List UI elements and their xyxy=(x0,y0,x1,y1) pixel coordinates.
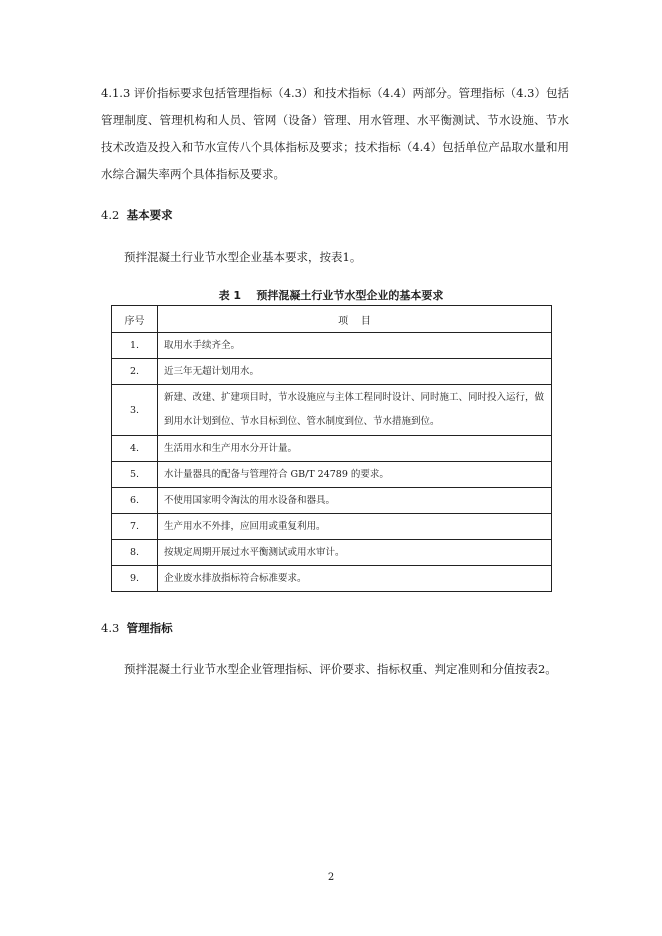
section-4-3-number: 4.3 xyxy=(101,621,120,635)
table-row xyxy=(112,540,552,566)
row-number: 2. xyxy=(112,359,158,385)
header-no: 序号 xyxy=(112,306,158,333)
section-4-2-heading xyxy=(101,207,173,223)
row-item: 新建、改建、扩建项目时，节水设施应与主体工程同时设计、同时施工、同时投入运行，做到用水计划到位、节水目标到位、管水制度到位、节水措施到位。 xyxy=(158,385,552,436)
section-4-2-number: 4.2 xyxy=(101,208,120,222)
section-4-3-heading xyxy=(101,620,173,636)
table-header-row xyxy=(112,306,552,333)
table-row xyxy=(112,359,552,385)
table-row xyxy=(112,436,552,462)
table-row xyxy=(112,385,552,436)
row-number: 7. xyxy=(112,514,158,540)
row-item: 近三年无超计划用水。 xyxy=(158,359,552,385)
row-number: 9. xyxy=(112,566,158,592)
row-item: 生活用水和生产用水分开计量。 xyxy=(158,436,552,462)
header-item: 项 目 xyxy=(158,306,552,333)
row-number: 6. xyxy=(112,488,158,514)
row-number: 3. xyxy=(112,385,158,436)
row-item: 企业废水排放指标符合标准要求。 xyxy=(158,566,552,592)
row-number: 5. xyxy=(112,462,158,488)
table-row xyxy=(112,514,552,540)
table-row xyxy=(112,566,552,592)
page-number: 2 xyxy=(327,872,335,883)
row-item: 不使用国家明令淘汰的用水设备和器具。 xyxy=(158,488,552,514)
row-number: 8. xyxy=(112,540,158,566)
intro-paragraph: 4.1.3 评价指标要求包括管理指标（4.3）和技术指标（4.4）两部分。管理指标（4.3）包括管理制度、管理机构和人员、管网（设备）管理、用水管理、水平衡测试、节水设施、节水技术改造及投入和节水宣传八个具体指标及要求；技术指标（4.4）包括单位产品取水量和用水综合漏失率两个具体指标及要求。 xyxy=(101,86,569,181)
table-row xyxy=(112,488,552,514)
row-number: 4. xyxy=(112,436,158,462)
row-item: 水计量器具的配备与管理符合 GB/T 24789 的要求。 xyxy=(158,462,552,488)
section-4-3-title: 管理指标 xyxy=(126,621,173,635)
section-4-2-body: 预拌混凝土行业节水型企业基本要求，按表1。 xyxy=(124,250,362,264)
row-number: 1. xyxy=(112,333,158,359)
row-item: 生产用水不外排，应回用或重复利用。 xyxy=(158,514,552,540)
row-item: 取用水手续齐全。 xyxy=(158,333,552,359)
basic-requirements-table xyxy=(111,305,552,592)
section-4-3-body: 预拌混凝土行业节水型企业管理指标、评价要求、指标权重、判定准则和分值按表2。 xyxy=(124,662,557,676)
section-4-2-title: 基本要求 xyxy=(126,208,173,222)
table-row xyxy=(112,462,552,488)
row-item: 按规定周期开展过水平衡测试或用水审计。 xyxy=(158,540,552,566)
table-row xyxy=(112,333,552,359)
table-1-caption: 表 1 预拌混凝土行业节水型企业的基本要求 xyxy=(218,289,444,302)
